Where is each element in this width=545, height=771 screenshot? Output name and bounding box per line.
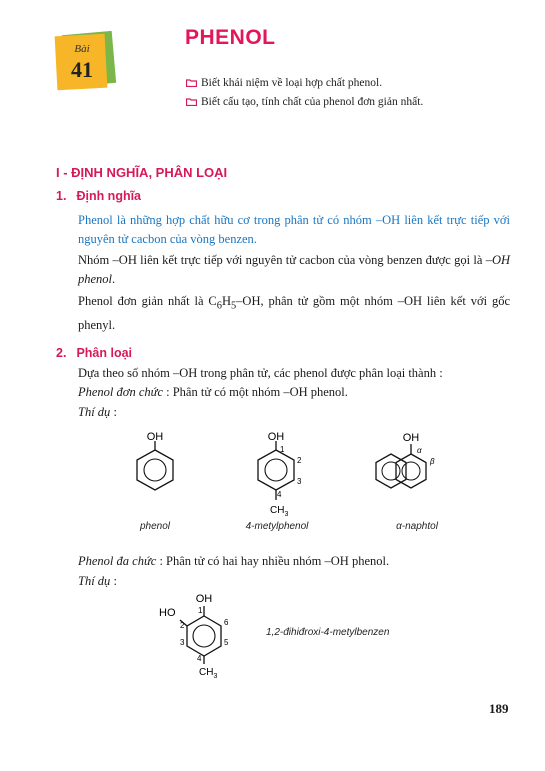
objective-text: Biết cấu tạo, tính chất của phenol đơn giản nhất. xyxy=(201,96,424,108)
diol-label: 1,2-đihiđroxi-4-metylbenzen xyxy=(266,627,390,638)
poly-phenol-line xyxy=(78,552,510,571)
methylphenol-structure xyxy=(238,428,318,520)
text: Nhóm –OH liên kết trực tiếp với nguyên tử cacbon của vòng benzen được gọi là xyxy=(78,253,486,267)
subsection-number: 1. xyxy=(56,189,67,203)
oh-label: OH xyxy=(267,431,285,443)
emphasis: Phenol đơn chức xyxy=(78,385,163,399)
section-heading: I - ĐỊNH NGHĨA, PHÂN LOẠI xyxy=(56,165,228,180)
text: . xyxy=(112,272,116,286)
subsection-title: Định nghĩa xyxy=(76,189,142,203)
emphasis: Thí dụ xyxy=(78,405,111,419)
subsection-classification xyxy=(56,346,132,360)
emphasis: Thí dụ xyxy=(78,574,111,588)
text: : xyxy=(110,405,117,419)
diol-structure xyxy=(150,588,250,680)
oh-label: OH xyxy=(402,432,420,444)
subsection-number: 2. xyxy=(56,346,67,360)
naphtol-label: α-naphtol xyxy=(396,521,438,532)
atom-number: 1 xyxy=(280,445,285,454)
objective-item xyxy=(186,96,423,108)
emphasis: –OH phenol xyxy=(78,253,510,286)
example-label xyxy=(78,403,510,422)
atom-number: 6 xyxy=(224,618,229,627)
alpha-label: α xyxy=(417,446,422,455)
folder-icon xyxy=(186,79,197,87)
folder-icon xyxy=(186,98,197,106)
atom-number: 3 xyxy=(180,638,185,647)
text: : xyxy=(110,574,117,588)
phenol-label: phenol xyxy=(139,521,171,532)
beta-label: β xyxy=(430,457,435,466)
atom-number: 2 xyxy=(180,621,185,630)
lesson-number: 41 xyxy=(71,57,93,82)
simplest-phenol-paragraph xyxy=(78,292,510,335)
methylphenol-label: 4-metylphenol xyxy=(245,521,309,532)
atom-number: 4 xyxy=(277,490,282,499)
atom-number: 5 xyxy=(224,638,229,647)
atom-number: 2 xyxy=(297,456,302,465)
oh-label: OH xyxy=(195,593,213,605)
text: –OH, phân tử gồm một nhóm –OH liên kết với gốc phenyl. xyxy=(78,294,510,332)
subsection-title: Phân loại xyxy=(76,346,133,360)
text: : Phân tử có một nhóm –OH phenol. xyxy=(163,385,348,399)
page-number: 189 xyxy=(489,701,509,716)
page-title: PHENOL xyxy=(185,26,276,49)
objective-text: Biết khái niệm về loại hợp chất phenol. xyxy=(201,77,383,89)
methyl-label: $CH_3$ xyxy=(270,505,289,518)
text: Phenol đơn giản nhất là C xyxy=(78,294,217,308)
classification-intro: Dựa theo số nhóm –OH trong phân tử, các phenol được phân loại thành : xyxy=(78,366,443,380)
ho-label: HO xyxy=(159,607,176,619)
atom-number: 4 xyxy=(197,654,202,663)
objective-item xyxy=(186,77,382,89)
emphasis: Phenol đa chức xyxy=(78,554,157,568)
text: : Phân tử có hai hay nhiều nhóm –OH phenol. xyxy=(156,554,390,568)
oh-phenol-paragraph xyxy=(78,251,510,289)
subscript: 6 xyxy=(216,300,222,312)
atom-number: 1 xyxy=(198,606,203,615)
phenol-structure xyxy=(120,428,200,518)
oh-label: OH xyxy=(146,431,164,443)
definition-text: Phenol là những hợp chất hữu cơ trong phân tử có nhóm –OH liên kết trực tiếp với nguyên tử cacbon của vòng benzen. xyxy=(78,213,510,246)
methyl-label: $CH_3$ xyxy=(199,667,218,680)
subscript: 5 xyxy=(230,300,237,312)
mono-phenol-line xyxy=(78,383,510,402)
example-label xyxy=(78,572,510,591)
lesson-word: Bài xyxy=(74,43,90,55)
text: H xyxy=(221,294,231,308)
atom-number: 3 xyxy=(297,477,302,486)
subsection-definition xyxy=(56,189,141,203)
naphtol-structure xyxy=(368,428,468,508)
